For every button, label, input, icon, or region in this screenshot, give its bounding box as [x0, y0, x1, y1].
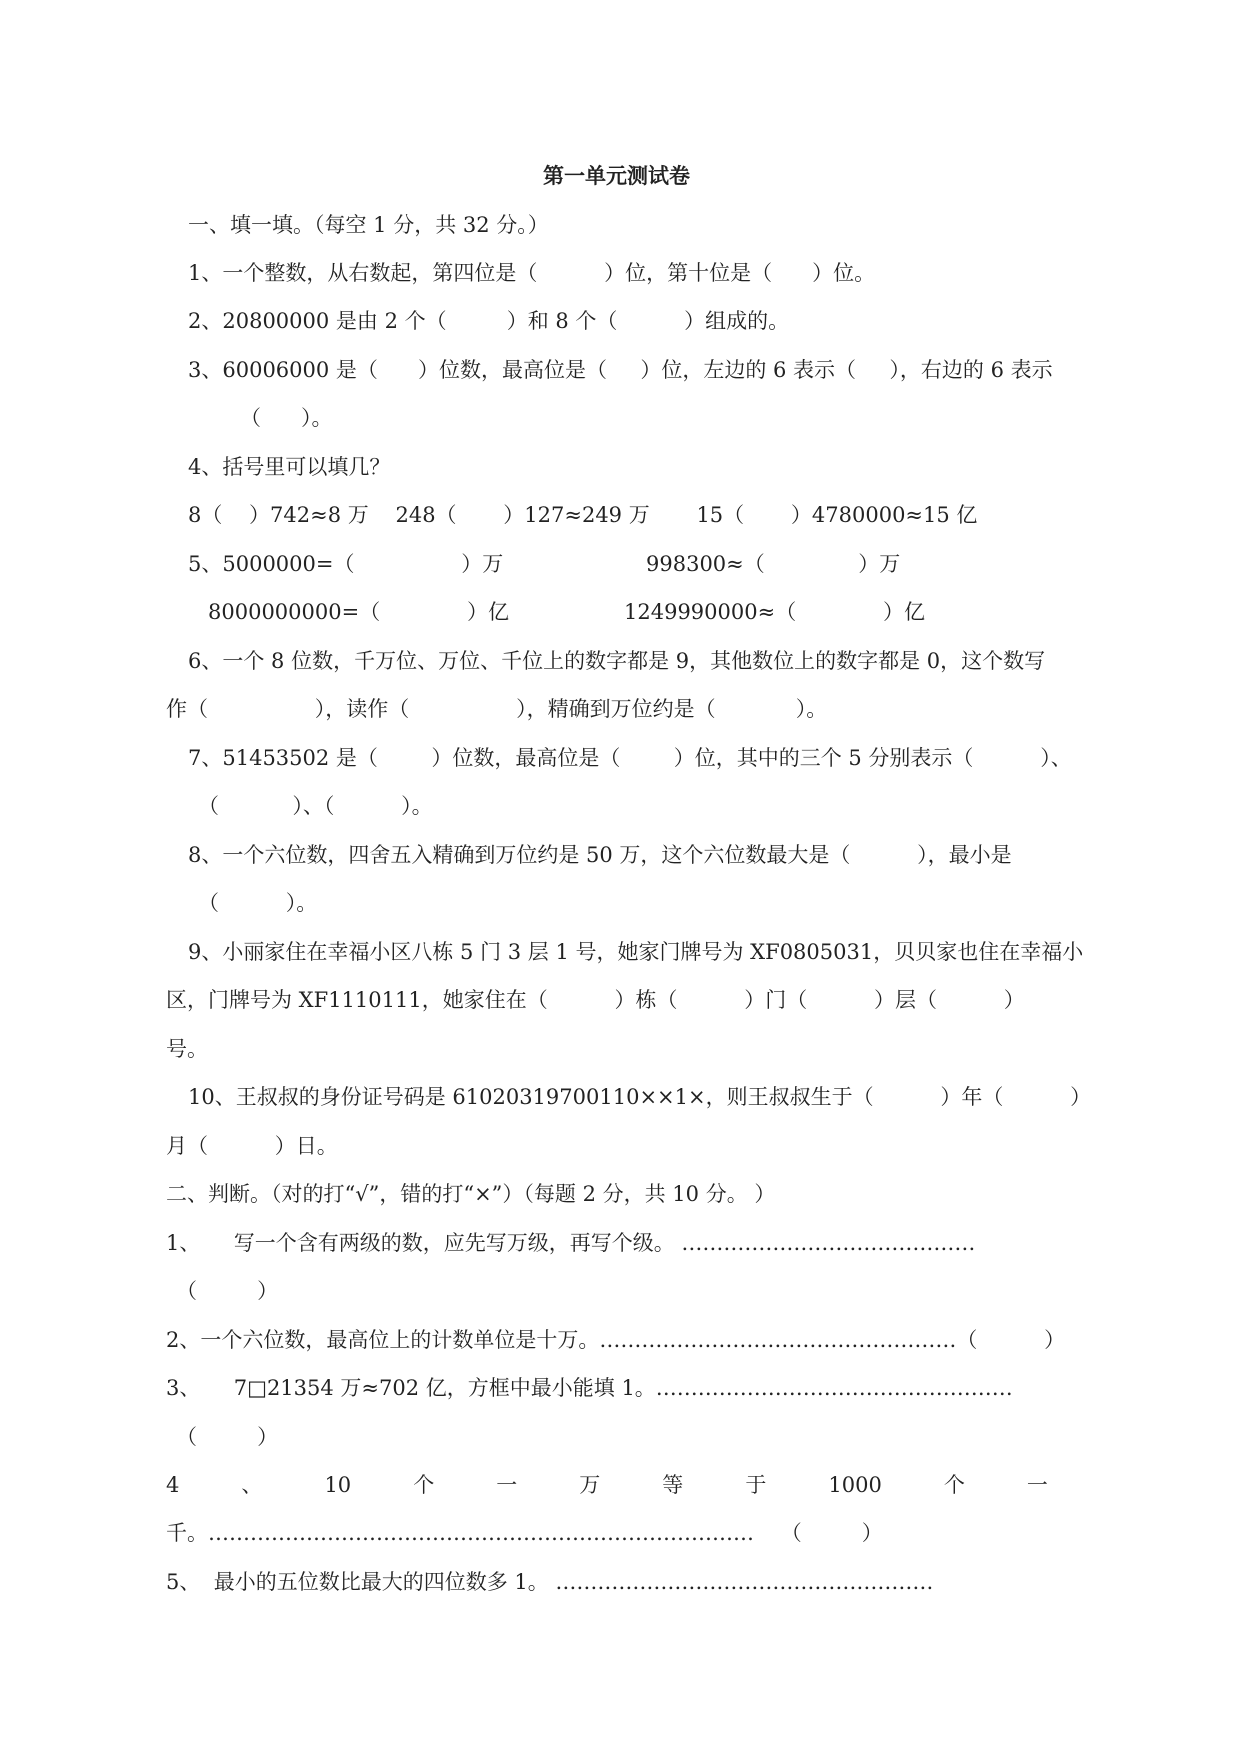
judgment-3-line-1: 3、 7□21354 万≈702 亿，方框中最小能填 1。……………………………………………	[166, 1376, 1013, 1400]
judgment-4-word: 1000	[828, 1473, 882, 1497]
question-4-heading: 4、括号里可以填几？	[188, 455, 391, 479]
section2-heading: 二、判断。（对的打“√”，错的打“×”）（每题 2 分，共 10 分。 ）	[166, 1182, 776, 1206]
judgment-4-word: 万	[579, 1473, 601, 1497]
judgment-4-word: 等	[662, 1473, 684, 1497]
judgment-5: 5、 最小的五位数比最大的四位数多 1。 ………………………………………………	[166, 1570, 934, 1594]
judgment-1-line-2: （ ）	[176, 1279, 279, 1303]
question-5-line-2a: 8000000000=（ ）亿	[208, 600, 509, 624]
question-9-line-2: 区，门牌号为 XF1110111，她家住在（ ）栋（ ）门（ ）层（ ）	[166, 988, 1025, 1012]
question-5-line-1b: 998300≈（ ）万	[646, 552, 901, 576]
judgment-4-word: 个	[413, 1473, 435, 1497]
question-9-line-3: 号。	[166, 1037, 208, 1061]
question-7-line-1: 7、51453502 是（ ）位数，最高位是（ ）位，其中的三个 5 分别表示（ ）、	[188, 746, 1072, 770]
question-7-line-2: （ ）、（ ）。	[198, 794, 433, 818]
question-8-line-1: 8、一个六位数，四舍五入精确到万位约是 50 万，这个六位数最大是（ ），最小是	[188, 843, 1012, 867]
question-8-line-2: （ ）。	[198, 891, 318, 915]
judgment-4-line-2: 千。…………………………………………………………………… （ ）	[166, 1521, 883, 1545]
question-2: 2、20800000 是由 2 个（ ）和 8 个（ ）组成的。	[188, 309, 790, 333]
question-6-line-2: 作（ ），读作（ ），精确到万位约是（ ）。	[166, 697, 828, 721]
judgment-4-word: 、	[241, 1473, 263, 1497]
judgment-4-word: 4	[166, 1473, 180, 1497]
page-title: 第一单元测试卷	[543, 164, 690, 188]
question-5-line-2b: 1249990000≈（ ）亿	[624, 600, 925, 624]
judgment-4-line-1	[166, 1470, 1048, 1500]
judgment-4-word: 于	[745, 1473, 767, 1497]
judgment-4-word: 10	[324, 1473, 352, 1497]
question-3-line-1: 3、60006000 是（ ）位数，最高位是（ ）位，左边的 6 表示（ ），右边的 6 表示	[188, 358, 1053, 382]
judgment-4-word: 一	[1026, 1473, 1048, 1497]
question-3-line-2: （ ）。	[240, 406, 333, 430]
question-10-line-1: 10、王叔叔的身份证号码是 61020319700110××1×，则王叔叔生于（ ）年（ ）	[188, 1085, 1092, 1109]
judgment-3-line-2: （ ）	[176, 1425, 279, 1449]
question-6-line-1: 6、一个 8 位数，千万位、万位、千位上的数字都是 9，其他数位上的数字都是 0，这个数写	[188, 649, 1046, 673]
section1-heading: 一、填一填。（每空 1 分，共 32 分。）	[188, 213, 549, 237]
judgment-2: 2、一个六位数，最高位上的计数单位是十万。……………………………………………（ ）	[166, 1328, 1066, 1352]
judgment-1-line-1: 1、 写一个含有两级的数，应先写万级，再写个级。 ……………………………………	[166, 1231, 976, 1255]
question-4-items: 8（ ）742≈8 万 248（ ）127≈249 万 15（ ）4780000≈15 亿	[188, 503, 978, 527]
question-5-line-1a: 5、5000000=（ ）万	[188, 552, 504, 576]
judgment-4-word: 个	[943, 1473, 965, 1497]
judgment-4-word: 一	[496, 1473, 518, 1497]
question-9-line-1: 9、小丽家住在幸福小区八栋 5 门 3 层 1 号，她家门牌号为 XF0805031，贝贝家也住在幸福小	[188, 940, 1084, 964]
question-10-line-2: 月（ ）日。	[166, 1134, 338, 1158]
question-1: 1、一个整数，从右数起，第四位是（ ）位，第十位是（ ）位。	[188, 261, 876, 285]
